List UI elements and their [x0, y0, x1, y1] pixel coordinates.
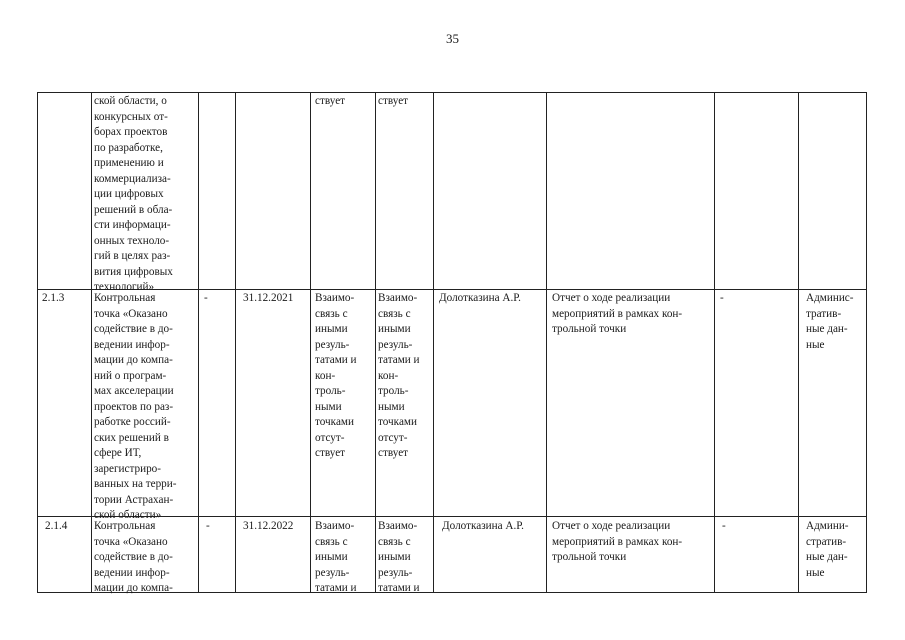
cell-name: Контрольная точка «Оказано содействие в до- ведении инфор- мации до компа- [94, 520, 173, 594]
column-divider [546, 93, 547, 592]
cell-relation-1: Взаимо- связь с иными резуль- татами и [315, 520, 357, 594]
cell-document: Отчет о ходе реализации мероприятий в рамках кон- трольной точки [552, 520, 683, 563]
column-divider [198, 93, 199, 592]
cell-relation-1: Взаимо- связь с иными резуль- татами и кон- троль- ными точками отсут- ствует [315, 292, 357, 459]
cell-relation-1: ствует [315, 95, 346, 107]
cell-responsible: Долотказина А.Р. [442, 520, 524, 532]
cell-document: Отчет о ходе реализации мероприятий в рамках кон- трольной точки [552, 292, 683, 335]
cell-id: 2.1.3 [42, 292, 65, 304]
cell-source: Админис- тратив- ные дан- ные [806, 292, 854, 351]
cell-id: 2.1.4 [45, 520, 68, 532]
cell-relation-2: Взаимо- связь с иными резуль- татами и [378, 520, 420, 594]
cell-col9: - [722, 520, 726, 532]
cell-relation-2: Взаимо- связь с иными резуль- татами и кон- троль- ными точками отсут- ствует [378, 292, 420, 459]
cell-end: 31.12.2022 [243, 520, 294, 532]
column-divider [714, 93, 715, 592]
cell-name: ской области, о конкурсных от- борах проектов по разработке, применению и коммерциализа- ции цифровых решений в обла- сти информаци- онных техноло- гий в целях раз- вития цифровых технологий» [94, 95, 173, 293]
column-divider [433, 93, 434, 592]
cell-end: 31.12.2021 [243, 292, 294, 304]
column-divider [91, 93, 92, 592]
cell-responsible: Долотказина А.Р. [439, 292, 521, 304]
cell-source: Админи- стратив- ные дан- ные [806, 520, 849, 579]
column-divider [798, 93, 799, 592]
column-divider [375, 93, 376, 592]
cell-start: - [206, 520, 210, 532]
cell-col9: - [720, 292, 724, 304]
plan-table [37, 92, 867, 593]
cell-relation-2: ствует [378, 95, 409, 107]
column-divider [235, 93, 236, 592]
cell-start: - [204, 292, 208, 304]
page-number: 35 [446, 31, 459, 46]
column-divider [310, 93, 311, 592]
cell-name: Контрольная точка «Оказано содействие в до- ведении инфор- мации до компа- ний о програм- мах акселерации проектов по раз- работке россий- ских решений в сфере ИТ, зарегистриро- ванных на терри- тории Астрахан- ской области» [94, 292, 177, 521]
